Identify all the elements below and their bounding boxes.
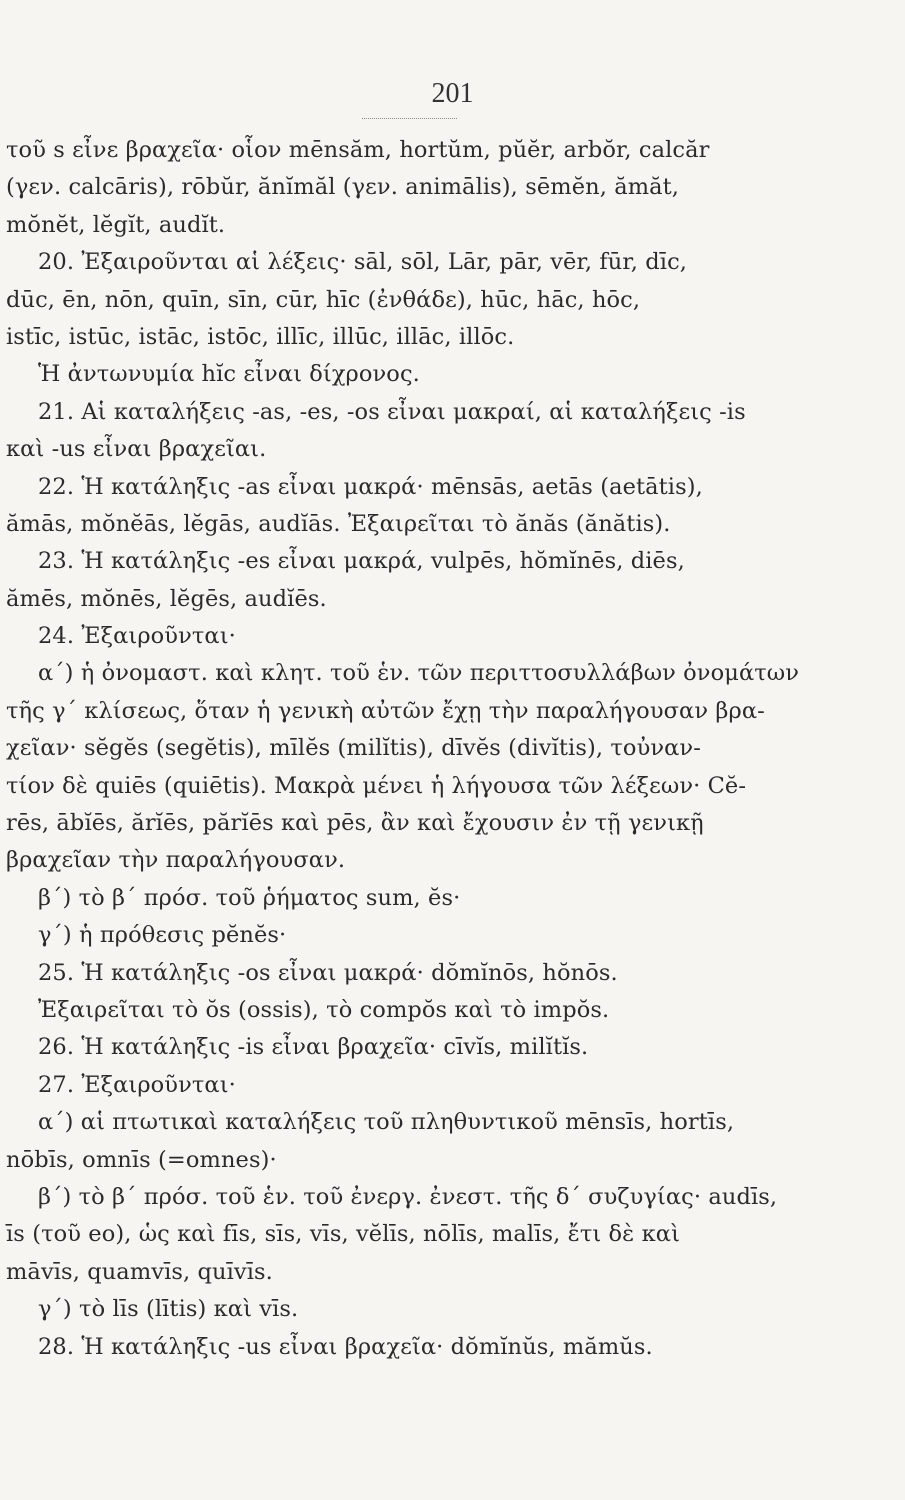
- text-line: β΄) τὸ β΄ πρόσ. τοῦ ῥήματος sum, ĕs·: [38, 884, 461, 911]
- text-line: χεῖαν· sĕgĕs (segĕtis), mīlĕs (milĭtis), dīvĕs (divĭtis), τοὐναν-: [6, 735, 701, 762]
- text-line: īs (τοῦ eo), ὡς καὶ fīs, sīs, vīs, vĕlīs, nōlīs, malīs, ἔτι δὲ καὶ: [6, 1221, 680, 1248]
- text-line: α΄) ἡ ὀνομαστ. καὶ κλητ. τοῦ ἑν. τῶν περιττοσυλλάβων ὀνομάτων: [38, 660, 800, 687]
- text-line: istīc, istūc, istāc, istōc, illīc, illūc, illāc, illōc.: [6, 323, 515, 350]
- text-line: α΄) αἱ πτωτικαὶ καταλήξεις τοῦ πληθυντικοῦ mēnsīs, hortīs,: [38, 1109, 735, 1136]
- text-line: καὶ -us εἶναι βραχεῖαι.: [6, 436, 267, 463]
- text-line: māvīs, quamvīs, quīvīs.: [6, 1258, 273, 1285]
- text-line: 26. Ἡ κατάληξις -is εἶναι βραχεῖα· cīvĭs, milĭtĭs.: [38, 1034, 589, 1061]
- text-line: 22. Ἡ κατάληξις -as εἶναι μακρά· mēnsās, aetās (aetātis),: [38, 473, 703, 500]
- text-line: Ἐξαιρεῖται τὸ ŏs (ossis), τὸ compŏs καὶ τὸ impŏs.: [38, 996, 610, 1023]
- text-line: 28. Ἡ κατάληξις -us εἶναι βραχεῖα· dŏmĭnŭs, mămŭs.: [38, 1333, 653, 1360]
- text-line: γ΄) ἡ πρόθεσις pĕnĕs·: [38, 922, 287, 949]
- text-line: γ΄) τὸ līs (lītis) καὶ vīs.: [38, 1296, 299, 1323]
- text-line: (γεν. calcāris), rōbŭr, ănĭmăl (γεν. animālis), sēmĕn, ămăt,: [6, 174, 680, 201]
- text-line: β΄) τὸ β΄ πρόσ. τοῦ ἑν. τοῦ ἐνεργ. ἐνεστ. τῆς δ΄ συζυγίας· audīs,: [38, 1183, 778, 1210]
- text-line: ămās, mŏnĕās, lĕgās, audĭās. Ἐξαιρεῖται τὸ ănăs (ănătis).: [6, 510, 671, 537]
- page-number: 201: [431, 78, 474, 109]
- body-text: [6, 132, 886, 1366]
- text-line: 25. Ἡ κατάληξις -os εἶναι μακρά· dŏmĭnōs, hŏnōs.: [38, 959, 618, 986]
- text-line: βραχεῖαν τὴν παραλήγουσαν.: [6, 847, 346, 874]
- text-line: dūc, ēn, nōn, quīn, sīn, cūr, hīc (ἐνθάδε), hūc, hāc, hōc,: [6, 286, 641, 313]
- text-line: mŏnĕt, lĕgĭt, audĭt.: [6, 211, 226, 238]
- text-line: 24. Ἐξαιροῦνται·: [38, 623, 236, 650]
- text-line: rēs, ābĭēs, ărĭēs, părĭēs καὶ pēs, ἂν καὶ ἔχουσιν ἐν τῇ γενικῇ: [6, 810, 704, 837]
- text-line: 20. Ἐξαιροῦνται αἱ λέξεις· sāl, sōl, Lār, pār, vēr, fūr, dīc,: [38, 249, 688, 276]
- text-line: τοῦ s εἶνε βραχεῖα· οἷον mēnsăm, hortŭm, pŭĕr, arbŏr, calcăr: [6, 137, 710, 163]
- text-line: ămēs, mŏnēs, lĕgēs, audĭēs.: [6, 585, 327, 612]
- text-line: Ἡ ἀντωνυμία hĭc εἶναι δίχρονος.: [38, 361, 420, 388]
- text-line: τίον δὲ quiēs (quiētis). Μακρὰ μένει ἡ λήγουσα τῶν λέξεων· Cĕ-: [6, 772, 747, 799]
- header-rule: [362, 118, 457, 119]
- text-line: τῆς γ΄ κλίσεως, ὅταν ἡ γενικὴ αὐτῶν ἔχῃ τὴν παραλήγουσαν βρα-: [6, 697, 765, 724]
- text-line: 27. Ἐξαιροῦνται·: [38, 1071, 236, 1098]
- text-line: 21. Αἱ καταλήξεις -as, -es, -os εἶναι μακραί, αἱ καταλήξεις -is: [38, 398, 746, 425]
- text-line: 23. Ἡ κατάληξις -es εἶναι μακρά, vulpēs, hŏmĭnēs, diēs,: [38, 548, 685, 575]
- text-line: nōbīs, omnīs (=omnes)·: [6, 1146, 277, 1173]
